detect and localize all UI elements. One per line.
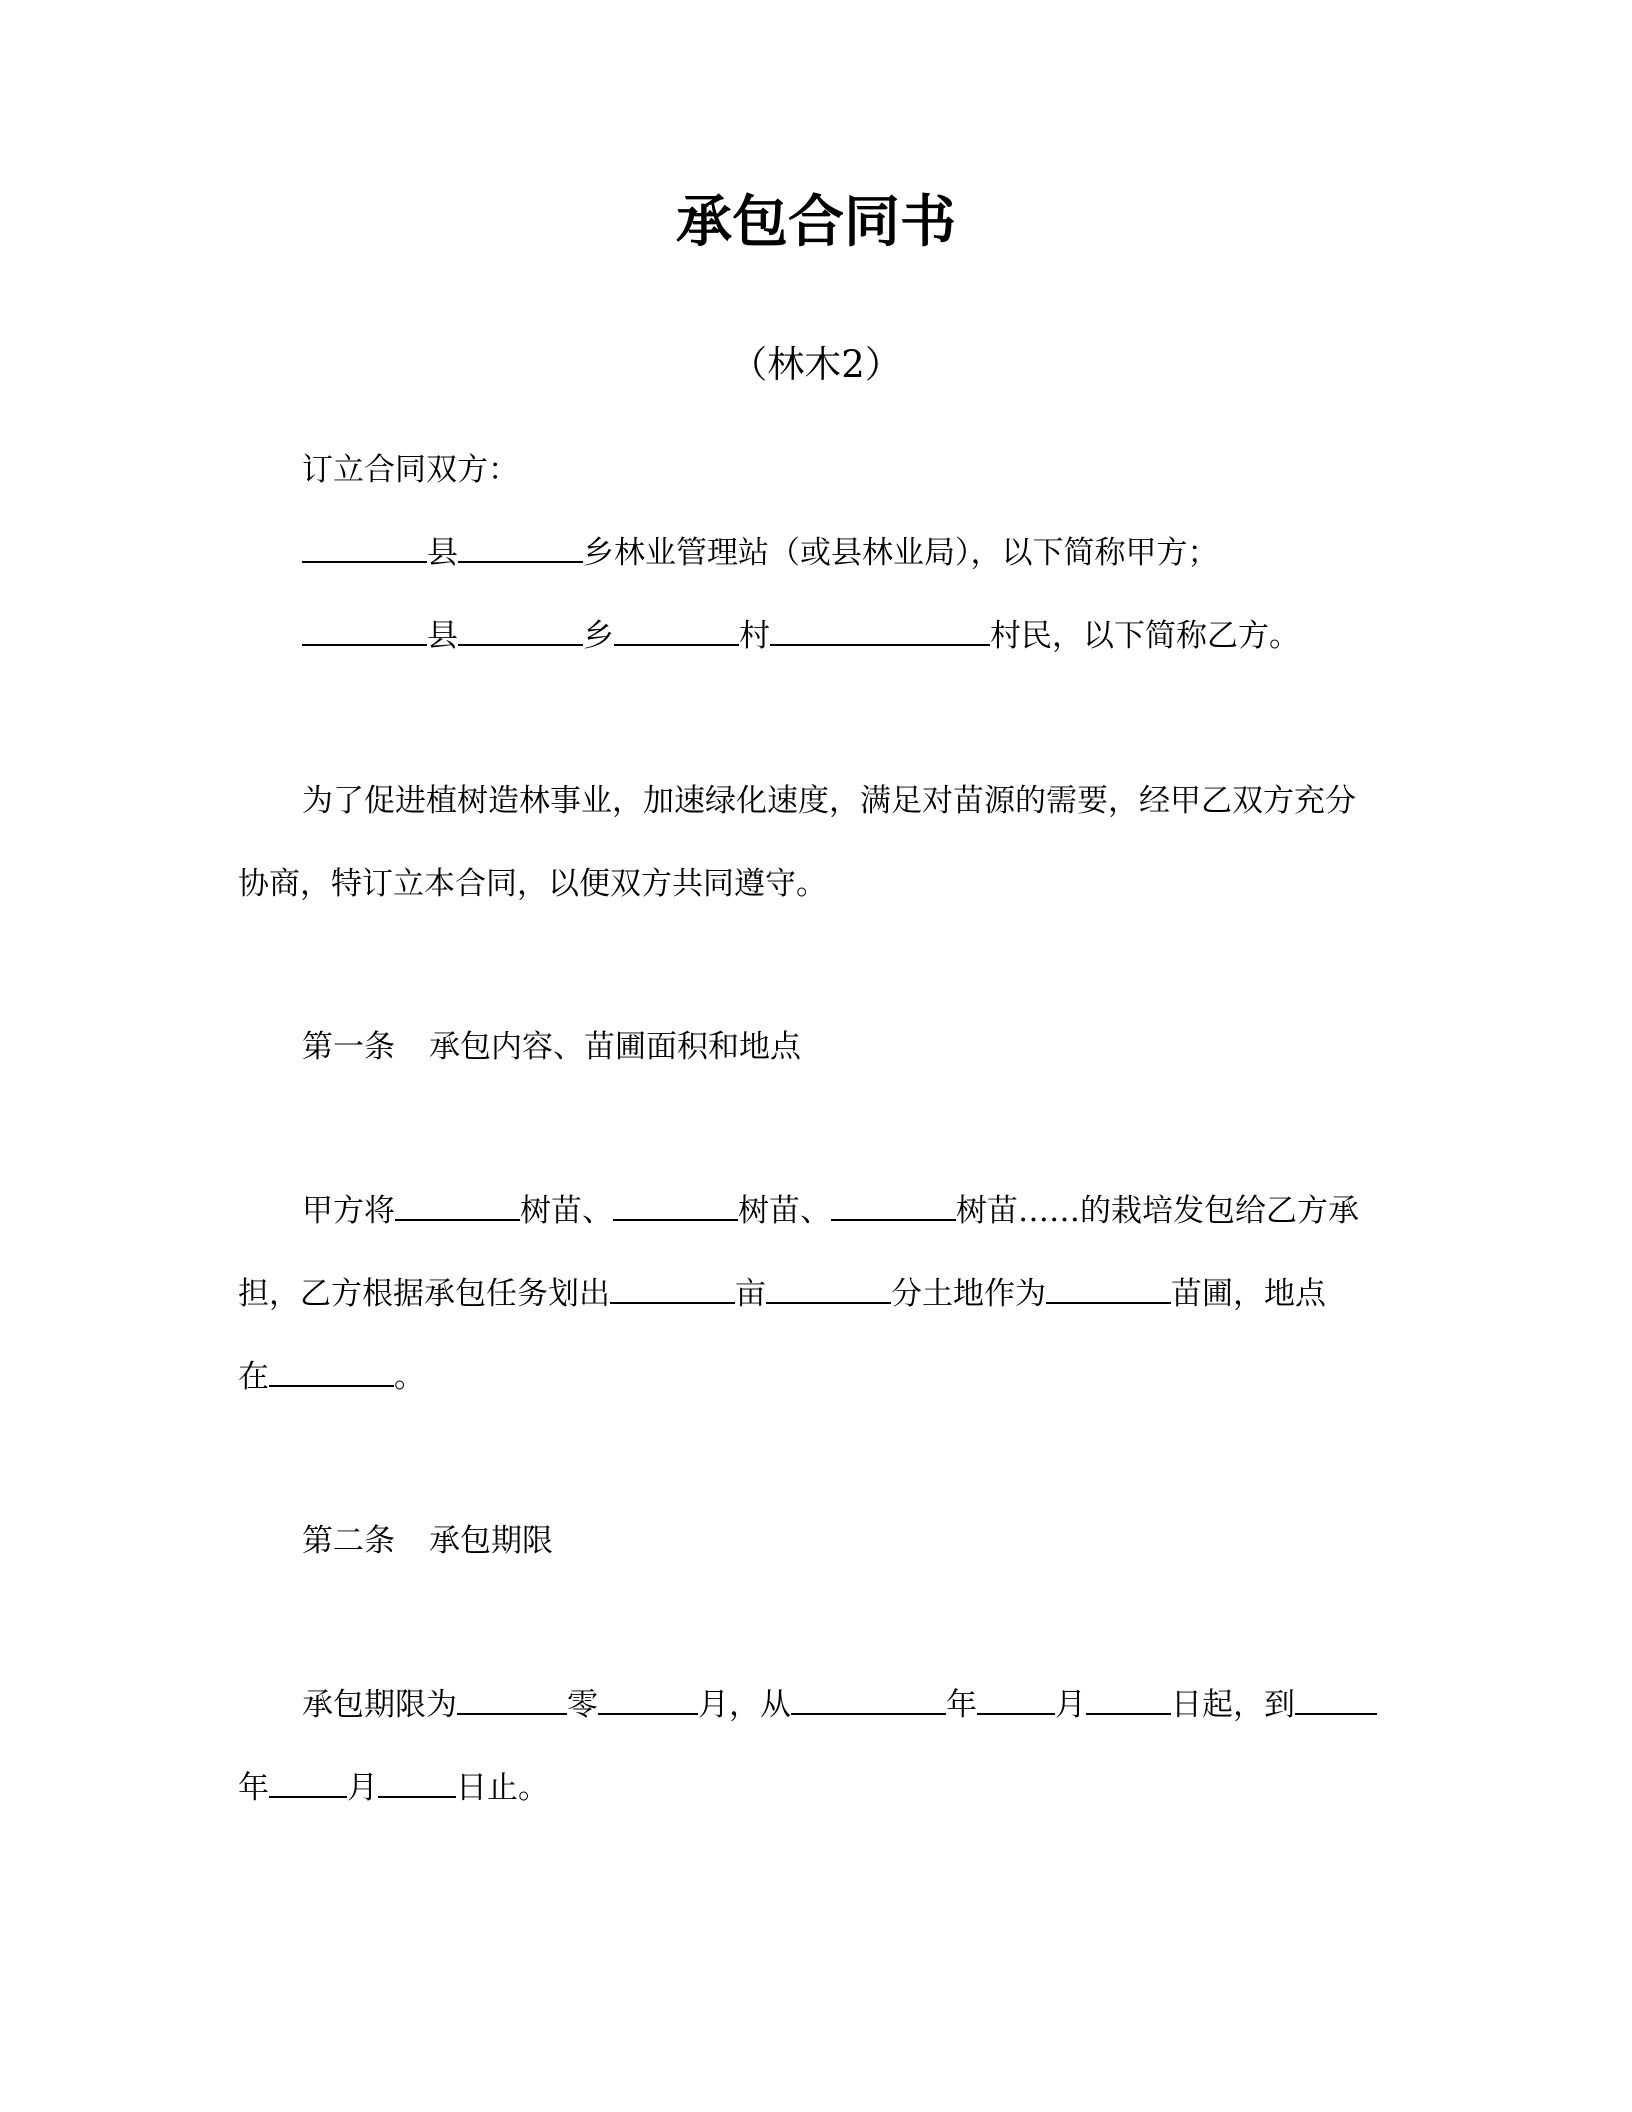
party-a-line: 县 乡林业管理站（或县林业局），以下简称甲方； — [302, 530, 1219, 576]
blank-field[interactable] — [269, 1766, 347, 1798]
article-2-line-1: 承包期限为 零 月，从 年 月 日起，到 — [302, 1682, 1377, 1728]
article-2-line-2: 年 月 日止。 — [238, 1765, 549, 1811]
article-1-line-3: 在 。 — [238, 1354, 425, 1400]
article-1-heading: 第一条 承包内容、苗圃面积和地点 — [302, 1029, 801, 1065]
party-b-line: 县 乡 村 村民，以下简称乙方。 — [302, 613, 1300, 659]
blank-field[interactable] — [378, 1766, 456, 1798]
preamble-line-2: 协商，特订立本合同，以便双方共同遵守。 — [238, 866, 827, 902]
blank-field[interactable] — [831, 1189, 956, 1221]
blank-field[interactable] — [610, 1272, 735, 1304]
blank-field[interactable] — [598, 1683, 698, 1715]
blank-field[interactable] — [269, 1355, 394, 1387]
blank-field[interactable] — [1086, 1683, 1171, 1715]
preamble-line-1: 为了促进植树造林事业，加速绿化速度，满足对苗源的需要，经甲乙双方充分 — [302, 783, 1356, 819]
blank-field[interactable] — [1295, 1683, 1377, 1715]
blank-field[interactable] — [977, 1683, 1055, 1715]
blank-field[interactable] — [770, 614, 990, 646]
blank-field[interactable] — [395, 1189, 520, 1221]
blank-field[interactable] — [614, 614, 739, 646]
blank-field[interactable] — [613, 1189, 738, 1221]
parties-intro: 订立合同双方： — [302, 452, 519, 488]
document-title: 承包合同书 — [676, 190, 956, 255]
article-2-heading: 第二条 承包期限 — [302, 1523, 553, 1559]
article-1-line-1: 甲方将 树苗、 树苗、 树苗……的栽培发包给乙方承 — [302, 1188, 1359, 1234]
blank-field[interactable] — [458, 614, 583, 646]
document-subtitle: （林木2） — [730, 343, 902, 386]
article-1-line-2: 担，乙方根据承包任务划出 亩 分土地作为 苗圃，地点 — [238, 1271, 1326, 1317]
blank-field[interactable] — [302, 531, 427, 563]
blank-field[interactable] — [766, 1272, 891, 1304]
blank-field[interactable] — [791, 1683, 946, 1715]
blank-field[interactable] — [1046, 1272, 1171, 1304]
blank-field[interactable] — [302, 614, 427, 646]
blank-field[interactable] — [458, 531, 583, 563]
blank-field[interactable] — [457, 1683, 567, 1715]
